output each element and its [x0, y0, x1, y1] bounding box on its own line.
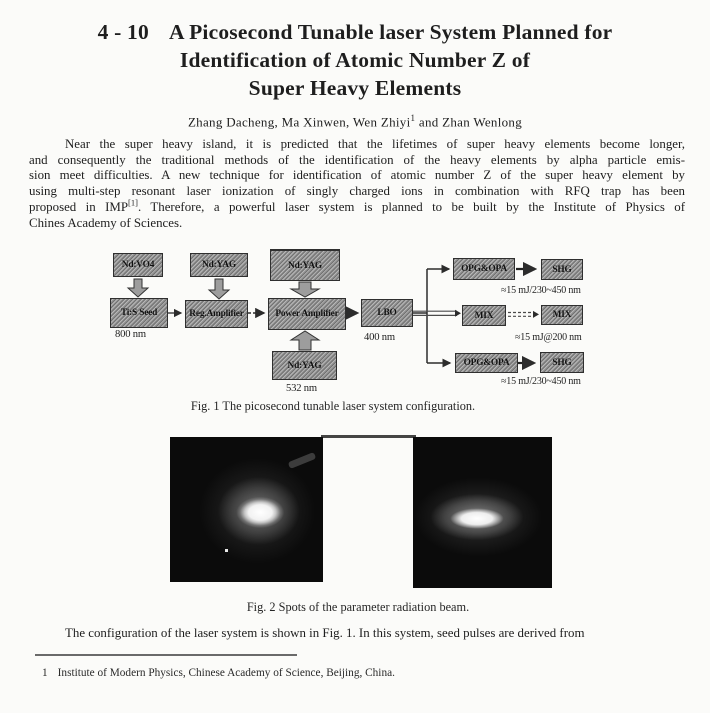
citation-superscript: [1]	[128, 197, 138, 208]
diagram-box-shg-top: SHG	[541, 259, 583, 280]
output-bottom-label: ≈15 mJ/230~450 nm	[501, 376, 581, 387]
diagram-box-pump3: Nd:YAG	[270, 249, 340, 281]
scan-line-artifact	[321, 435, 416, 438]
paragraph-line: using multi-step resonant laser ionization of singly charged ions in combination with RFQ trap has been	[29, 184, 685, 199]
diagram-box-seed: Ti:S Seed	[110, 298, 168, 328]
authors-names-rest: and Zhan Wenlong	[415, 114, 523, 130]
lbo-wavelength-label: 400 nm	[364, 332, 395, 343]
pump3-down-arrow	[291, 282, 319, 297]
paragraph-line: Near the super heavy island, it is predicted that the lifetimes of super heavy elements become longer,	[65, 137, 685, 151]
diagram-box-pump2: Nd:YAG	[190, 253, 248, 277]
output-top-label: ≈15 mJ/230~450 nm	[501, 285, 581, 296]
diagram-box-pump1: Nd:VO4	[113, 253, 163, 277]
authors-line	[0, 113, 710, 130]
paper-title-line2: Identification of Atomic Number Z of	[179, 48, 531, 72]
beam-halo-streak	[288, 452, 317, 469]
author-affiliation-superscript: 1	[410, 113, 416, 123]
body-paragraph: The configuration of the laser system is shown in Fig. 1. In this system, seed pulses are derived from	[65, 626, 585, 640]
title-block	[0, 18, 710, 130]
pump4-up-arrow	[291, 331, 319, 350]
paper-title-line1	[0, 18, 710, 46]
image-noise-speck	[225, 549, 228, 552]
authors-names: Zhang Dacheng, Ma Xinwen, Wen Zhiyi	[187, 114, 411, 130]
diagram-box-lbo: LBO	[361, 299, 413, 327]
title-text-line1: A Picosecond Tunable laser System Planned for	[168, 20, 613, 44]
footnote-text: Institute of Modern Physics, Chinese Academy of Science, Beijing, China.	[57, 667, 395, 679]
footnote-rule	[35, 654, 297, 656]
pump4-wavelength-label: 532 nm	[286, 383, 317, 394]
paragraph-line: and consequently the traditional methods of the identification of the heavy elements by alpha particle emis-	[29, 152, 685, 167]
diagram-box-mix2: MIX	[541, 305, 583, 325]
paragraph-text: . Therefore, a powerful laser system is planned to be built by the Institute of Physics of	[137, 199, 686, 214]
output-mid-label: ≈15 mJ@200 nm	[515, 332, 582, 343]
intro-paragraph	[29, 137, 685, 231]
paragraph-line: sion meet difficulties. A new technique for identification of atomic number Z of the super heavy element by	[29, 168, 685, 183]
figure1-laser-diagram	[105, 248, 667, 400]
diagram-box-reg-amplifier: Reg.Amplifier	[185, 300, 248, 328]
figure2-caption: Fig. 2 Spots of the parameter radiation beam.	[246, 600, 470, 614]
beam-spot-image-right	[413, 437, 552, 588]
footnote-marker: 1	[42, 667, 48, 679]
diagram-box-power-amplifier: Power Amplifier	[268, 298, 346, 330]
beam-spot-image-left	[170, 437, 323, 582]
diagram-box-shg-bottom: SHG	[540, 352, 584, 373]
diagram-box-opg-opa-top: OPG&OPA	[453, 258, 515, 280]
seed-wavelength-label: 800 nm	[115, 329, 146, 340]
mix-to-mix-arrowhead	[533, 311, 539, 318]
figure1-caption: Fig. 1 The picosecond tunable laser system configuration.	[190, 399, 476, 413]
footnote	[42, 667, 395, 679]
paper-title-line3: Super Heavy Elements	[248, 76, 462, 100]
diagram-box-opg-opa-bottom: OPG&OPA	[455, 353, 518, 373]
section-number: 4 - 10	[97, 20, 149, 44]
diagram-box-mix1: MIX	[462, 305, 506, 326]
pump1-down-arrow	[128, 279, 148, 297]
paragraph-line: Chines Academy of Sciences.	[29, 215, 183, 230]
diagram-box-pump4: Nd:YAG	[272, 351, 337, 380]
paragraph-line	[29, 197, 686, 216]
pump2-down-arrow	[209, 279, 229, 299]
paragraph-text: proposed in IMP	[29, 199, 129, 214]
lbo-to-mix-arrowhead	[455, 310, 461, 317]
